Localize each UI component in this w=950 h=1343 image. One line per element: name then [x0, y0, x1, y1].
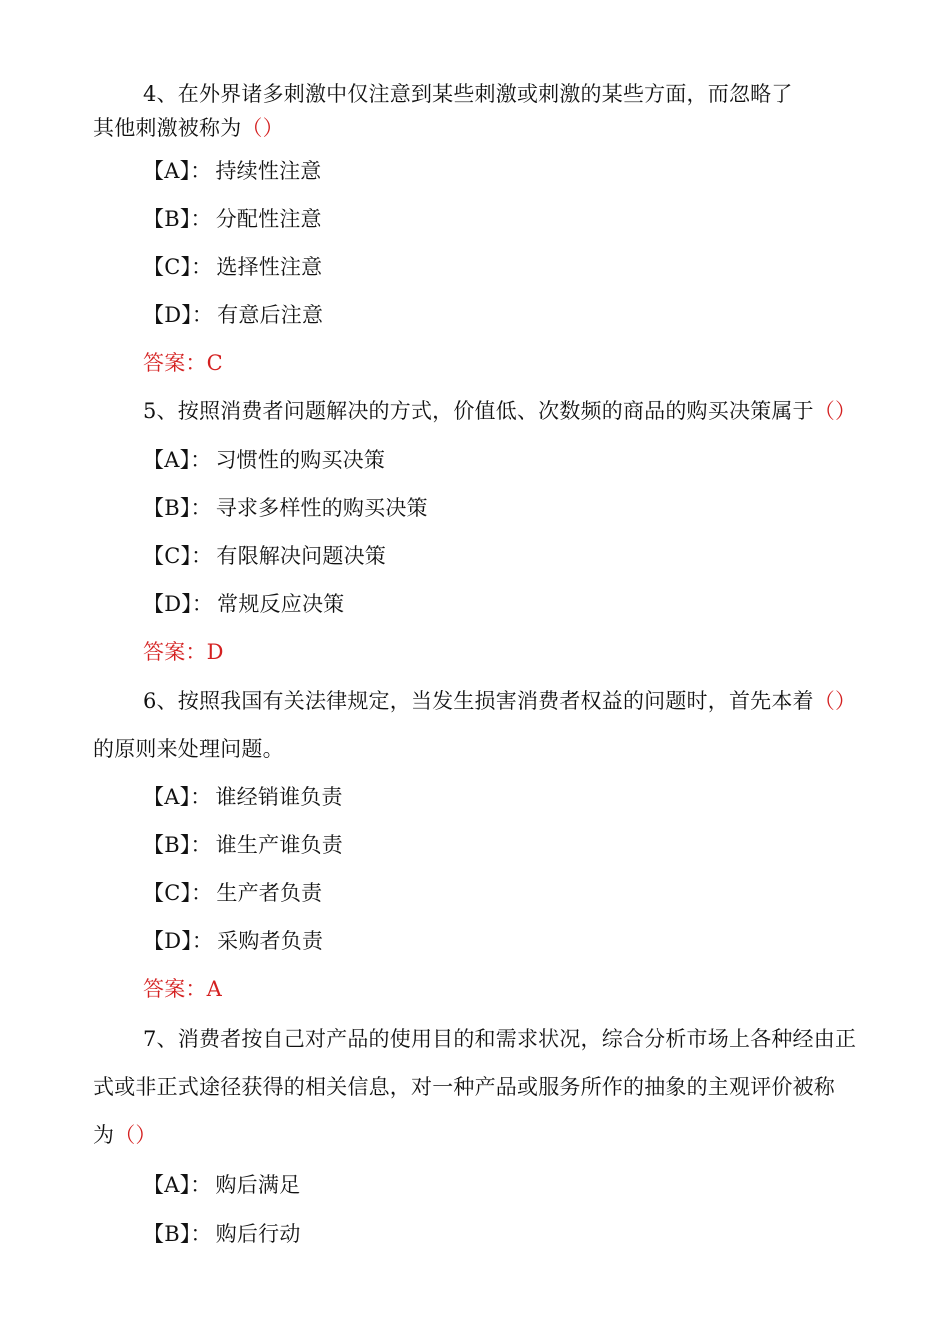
- question-7-line-1: [143, 1024, 856, 1054]
- option-c-key: 【C】：: [143, 255, 213, 279]
- option-c-text: 生产者负责: [216, 881, 323, 905]
- question-4-text-2: 其他刺激被称为: [93, 116, 242, 140]
- question-4-option-c: [143, 252, 322, 282]
- question-5-option-a: [143, 445, 385, 475]
- question-4-option-d: [143, 300, 323, 330]
- question-6-option-d: [143, 926, 323, 956]
- question-5-blank: （）: [813, 399, 857, 423]
- question-4-option-a: [143, 156, 321, 186]
- question-5-option-d: [143, 589, 344, 619]
- question-6-answer: 答案：A: [143, 977, 222, 1001]
- question-7-text-3: 为: [93, 1123, 115, 1147]
- option-b-key: 【B】：: [143, 833, 212, 857]
- question-6-option-a: [143, 782, 343, 812]
- question-6-text-1: 6、按照我国有关法律规定，当发生损害消费者权益的问题时，首先本着: [143, 689, 814, 713]
- option-d-text: 常规反应决策: [217, 592, 345, 616]
- question-4-line-1: [143, 79, 793, 109]
- option-d-text: 有意后注意: [217, 303, 324, 327]
- question-6-option-c: [143, 878, 322, 908]
- question-5-text-1: 5、按照消费者问题解决的方式，价值低、次数频的商品的购买决策属于: [143, 399, 814, 423]
- option-d-key: 【D】：: [143, 303, 214, 327]
- question-4-line-2: [93, 113, 284, 143]
- option-a-text: 购后满足: [215, 1173, 301, 1197]
- question-7-option-a: [143, 1170, 300, 1200]
- option-a-text: 谁经销谁负责: [215, 785, 343, 809]
- option-b-text: 分配性注意: [215, 207, 322, 231]
- option-a-key: 【A】：: [143, 448, 212, 472]
- option-a-text: 持续性注意: [215, 159, 322, 183]
- question-7-text-2: 式或非正式途径获得的相关信息，对一种产品或服务所作的抽象的主观评价被称: [93, 1075, 835, 1099]
- question-5-line-1: [143, 396, 856, 426]
- option-b-text: 购后行动: [215, 1222, 301, 1246]
- option-b-text: 谁生产谁负责: [215, 833, 343, 857]
- question-7-blank: （）: [114, 1123, 157, 1147]
- option-b-key: 【B】：: [143, 496, 212, 520]
- question-4-blank: （）: [241, 116, 284, 140]
- question-7-line-2: [93, 1072, 835, 1102]
- question-6-text-2: 的原则来处理问题。: [93, 737, 284, 761]
- question-5-answer: 答案：D: [143, 640, 224, 664]
- option-d-key: 【D】：: [143, 592, 214, 616]
- question-7-line-3: [93, 1120, 157, 1150]
- option-a-text: 习惯性的购买决策: [215, 448, 386, 472]
- option-d-text: 采购者负责: [217, 929, 324, 953]
- question-5-option-b: [143, 493, 428, 523]
- question-4-text-1: 4、在外界诸多刺激中仅注意到某些刺激或刺激的某些方面，而忽略了: [143, 82, 793, 106]
- option-c-text: 有限解决问题决策: [216, 544, 386, 568]
- option-b-text: 寻求多样性的购买决策: [215, 496, 428, 520]
- option-c-text: 选择性注意: [216, 255, 323, 279]
- question-7-text-1: 7、消费者按自己对产品的使用目的和需求状况，综合分析市场上各种经由正: [143, 1027, 857, 1051]
- question-5-option-c: [143, 541, 386, 571]
- option-a-key: 【A】：: [143, 1173, 212, 1197]
- question-4-option-b: [143, 204, 322, 234]
- question-7-option-b: [143, 1219, 301, 1249]
- option-c-key: 【C】：: [143, 544, 213, 568]
- option-c-key: 【C】：: [143, 881, 213, 905]
- question-4-answer: 答案：C: [143, 351, 223, 375]
- question-6-blank: （）: [813, 689, 857, 713]
- question-6-line-1: [143, 686, 856, 716]
- option-d-key: 【D】：: [143, 929, 214, 953]
- option-a-key: 【A】：: [143, 159, 212, 183]
- question-6-option-b: [143, 830, 343, 860]
- question-6-line-2: [93, 734, 284, 764]
- option-b-key: 【B】：: [143, 207, 212, 231]
- option-b-key: 【B】：: [143, 1222, 212, 1246]
- option-a-key: 【A】：: [143, 785, 212, 809]
